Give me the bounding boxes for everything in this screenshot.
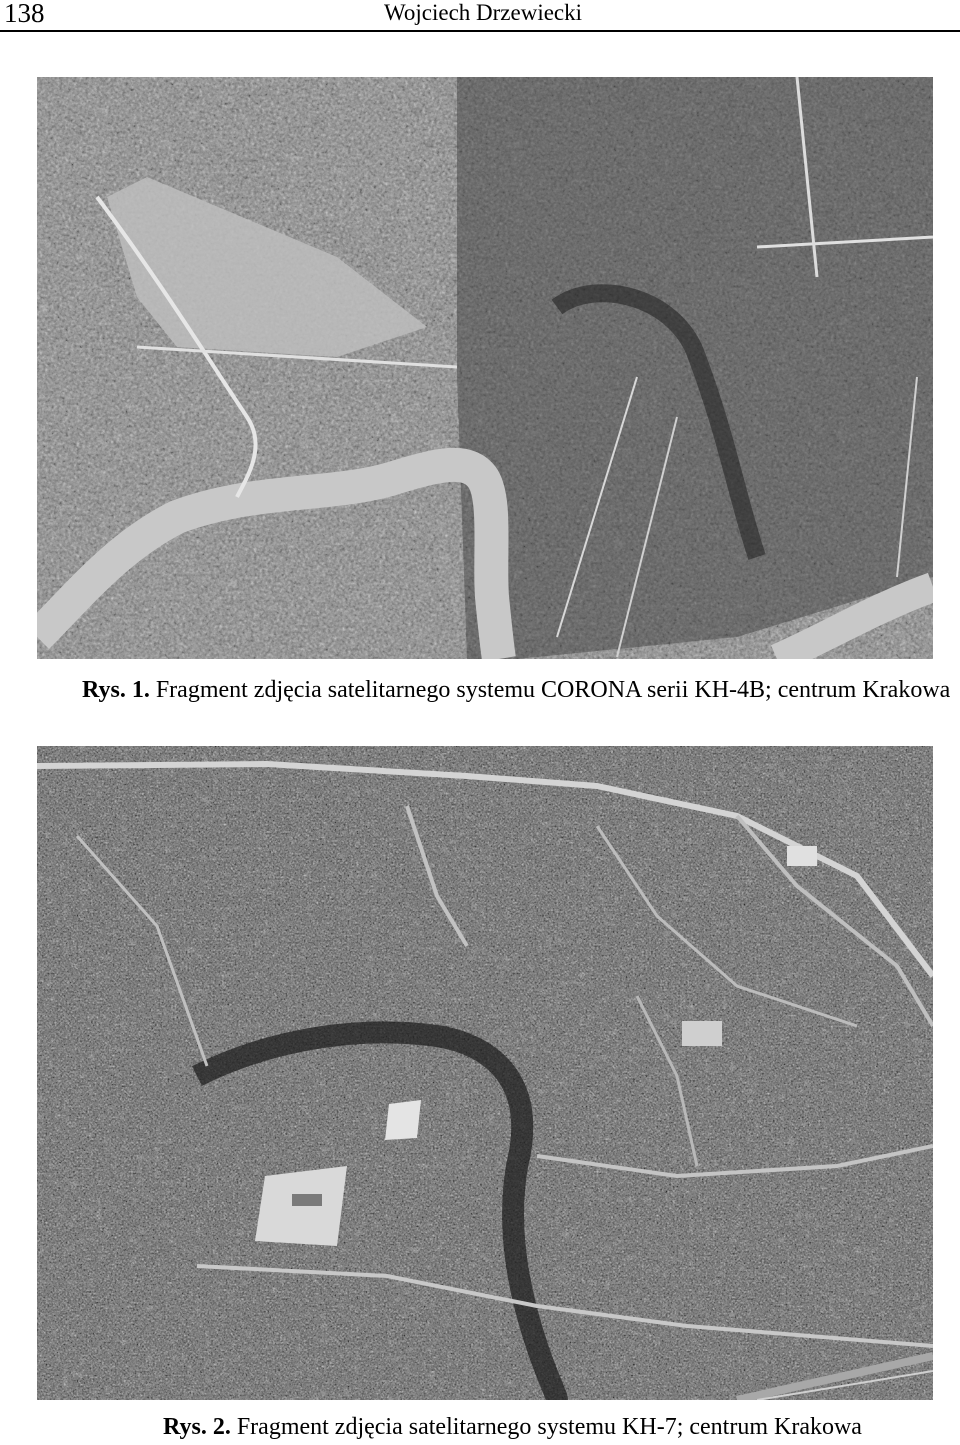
figure-2-caption-text: Fragment zdjęcia satelitarnego systemu KH-7; centrum Krakowa — [236, 1414, 862, 1440]
figure-1-caption — [82, 676, 950, 704]
satellite-image-corona — [37, 77, 933, 659]
page-number: 138 — [4, 0, 45, 28]
figure-1-label: Rys. 1. — [82, 677, 150, 703]
running-head-author: Wojciech Drzewiecki — [384, 0, 583, 25]
figure-2-caption — [163, 1413, 862, 1441]
figure-2-label: Rys. 2. — [163, 1414, 231, 1440]
satellite-image-kh7 — [37, 746, 933, 1400]
header-rule — [0, 30, 960, 32]
figure-1-caption-text: Fragment zdjęcia satelitarnego systemu CORONA serii KH-4B; centrum Krakowa — [155, 677, 951, 703]
page-header — [0, 0, 960, 34]
